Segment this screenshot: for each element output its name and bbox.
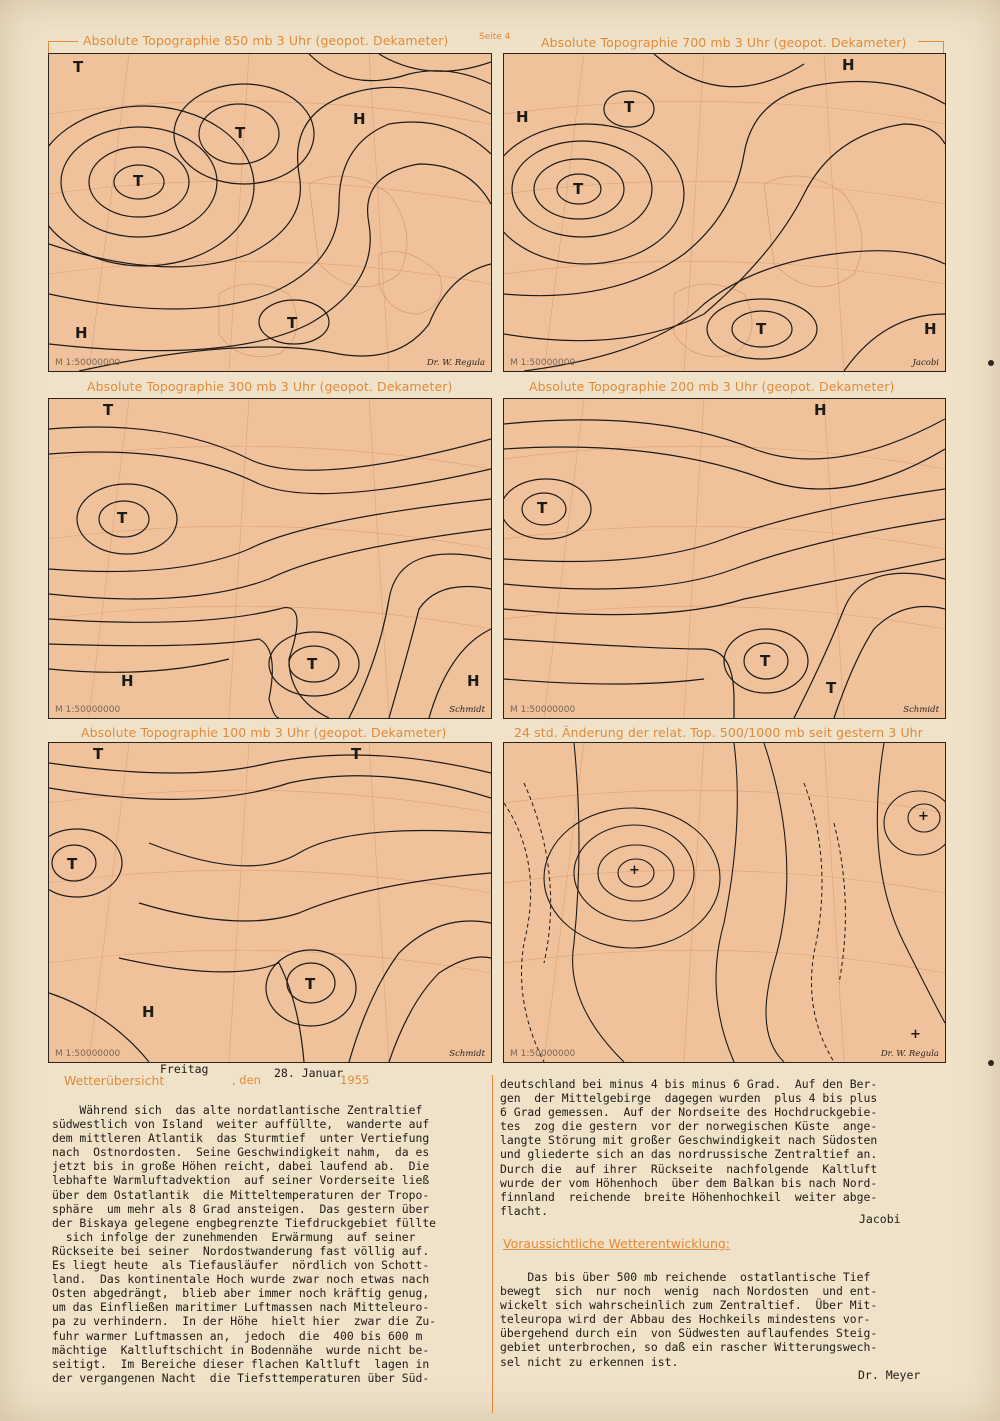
map-200mb [503, 398, 946, 719]
pressure-high-label: H [516, 108, 529, 126]
text-line: sel nicht zu erkennen ist. [500, 1354, 679, 1369]
pressure-low-label: T [103, 401, 114, 419]
contour-lines-300 [49, 399, 491, 718]
overview-den: , den [232, 1073, 261, 1087]
text-line: Das bis über 500 mb reichende ostatlantische Tief [500, 1270, 871, 1284]
pressure-low-label: T [73, 58, 84, 76]
map-title-change: 24 std. Änderung der relat. Top. 500/1000 mb seit gestern 3 Uhr [511, 725, 926, 740]
map-credit: Jacobi [912, 358, 939, 368]
pressure-high-label: H [353, 110, 366, 128]
pressure-low-label: T [760, 652, 771, 670]
text-line: jetzt bis in große Höhen reicht, dabei laufend ab. Die [52, 1159, 430, 1174]
contour-lines-200 [504, 399, 945, 718]
map-24h-change [503, 742, 946, 1063]
text-line: deutschland bei minus 4 bis minus 6 Grad. Auf den Ber- [500, 1077, 878, 1091]
pressure-low-label: T [756, 320, 767, 338]
text-line: übergehend durch ein von Südwesten auflaufendes Steig- [500, 1326, 878, 1341]
text-line: lebhafte Warmluftadvektion auf seiner Vorderseite ließ [52, 1173, 430, 1188]
overview-label: Wetterübersicht [64, 1073, 165, 1088]
pressure-low-label: T [537, 499, 548, 517]
contour-lines-700 [504, 54, 945, 371]
text-line: Während sich das alte nordatlantische Zentraltief [52, 1103, 423, 1117]
map-850mb [48, 53, 492, 372]
pressure-low-label: T [573, 180, 584, 198]
map-credit: Schmidt [449, 705, 485, 715]
map-scale: M 1:50000000 [55, 358, 121, 368]
text-line: südwestlich von Island weiter auffüllte, wanderte auf [52, 1117, 430, 1132]
text-line: dem mittleren Atlantik das Sturmtief unter Vertiefung [52, 1131, 430, 1146]
map-credit: Schmidt [449, 1049, 485, 1059]
pressure-low-label: T [351, 745, 362, 763]
map-scale: M 1:50000000 [510, 1049, 576, 1059]
text-line: fuhr warmer Luftmassen an, jedoch die 400 bis 600 m [52, 1328, 423, 1343]
contour-lines-100 [49, 743, 491, 1062]
text-line: Es liegt heute als Tiefausläufer nördlich von Schott- [52, 1258, 430, 1273]
text-line: flacht. [500, 1203, 549, 1218]
pressure-low-label: T [235, 124, 246, 142]
contour-lines-850 [49, 54, 491, 371]
pressure-high-label: H [467, 672, 480, 690]
plus-sign: + [918, 809, 929, 824]
pressure-low-label: T [133, 172, 144, 190]
text-line: der Biskaya gelegene engbegrenzte Tiefdruckgebiet füllte [52, 1215, 437, 1230]
binding-hole [988, 1060, 994, 1066]
overview-weekday: Freitag [160, 1062, 209, 1076]
pressure-high-label: H [842, 56, 855, 74]
plus-sign: + [629, 863, 640, 878]
map-title-850: Absolute Topographie 850 mb 3 Uhr (geopot. Dekameter) [80, 33, 451, 48]
text-line: pa zu verhindern. In der Höhe hielt hier zwar die Zu- [52, 1314, 437, 1329]
text-line: wickelt sich wahrscheinlich zum Zentraltief. Über Mit- [500, 1298, 878, 1313]
text-line: nach Ostnordosten. Seine Geschwindigkeit nahm, da es [52, 1145, 430, 1160]
column-divider [492, 1075, 493, 1413]
pressure-low-label: T [117, 509, 128, 527]
text-line: 6 Grad gemessen. Auf der Nordseite des Hochdruckgebie- [500, 1105, 878, 1120]
text-line: gen der Mittelgebirge dagegen wurden plus 4 bis plus [500, 1091, 878, 1106]
map-title-100: Absolute Topographie 100 mb 3 Uhr (geopot. Dekameter) [78, 725, 449, 740]
map-title-300: Absolute Topographie 300 mb 3 Uhr (geopot. Dekameter) [84, 379, 455, 394]
map-credit: Dr. W. Regula [880, 1049, 939, 1059]
pressure-low-label: T [287, 314, 298, 332]
pressure-low-label: T [624, 98, 635, 116]
page-number: Seite 4 [479, 32, 511, 42]
pressure-low-label: T [305, 975, 316, 993]
text-line: Rückseite bei seiner Nordostwanderung fast völlig auf. [52, 1243, 430, 1258]
text-line: und gliederte sich an das nordrussische Zentraltief an. [500, 1147, 878, 1162]
text-line: teleuropa wird der Abbau des Hochkeils mindestens vor- [500, 1312, 871, 1327]
text-line: Osten abgedrängt, blieb aber immer noch kräftig genug, [52, 1286, 430, 1301]
text-line: seitigt. Im Bereiche dieser flachen Kaltluft lagen in [52, 1356, 430, 1371]
text-line: mächtige Kaltluftschicht in Bodennähe wurde nicht be- [52, 1342, 430, 1357]
pressure-low-label: T [826, 679, 837, 697]
binding-hole [988, 360, 994, 366]
pressure-high-label: H [121, 672, 134, 690]
map-credit: Dr. W. Regula [426, 358, 485, 368]
header-rule-left [48, 41, 78, 42]
overview-year: 1955 [340, 1073, 370, 1087]
header-rule-right [918, 41, 944, 42]
text-line: um das Einfließen maritimer Luftmassen nach Mitteleuro- [52, 1300, 430, 1315]
map-100mb [48, 742, 492, 1063]
map-title-200: Absolute Topographie 200 mb 3 Uhr (geopot. Dekameter) [526, 379, 897, 394]
overview-text-left [52, 1103, 436, 1385]
text-line: land. Das kontinentale Hoch wurde zwar noch etwas nach [52, 1272, 430, 1287]
text-line: Durch die auf ihrer Rückseite nachfolgende Kaltluft [500, 1161, 878, 1176]
map-scale: M 1:50000000 [55, 705, 121, 715]
contour-lines-change [504, 743, 945, 1062]
overview-text-right [500, 1077, 877, 1218]
text-line: wurde der vom Höhenhoch über dem Balkan bis nach Nord- [500, 1175, 878, 1190]
author-signature-meyer: Dr. Meyer [858, 1368, 921, 1382]
map-scale: M 1:50000000 [510, 705, 576, 715]
text-line: über dem Ostatlantik die Mitteltemperaturen der Tropo- [52, 1187, 430, 1202]
pressure-low-label: T [93, 745, 104, 763]
map-title-700: Absolute Topographie 700 mb 3 Uhr (geopot. Dekameter) [538, 35, 909, 50]
pressure-high-label: H [75, 324, 88, 342]
map-scale: M 1:50000000 [510, 358, 576, 368]
text-line: gebiet unterbrochen, so daß ein rascher Witterungswech- [500, 1340, 878, 1355]
pressure-low-label: T [307, 655, 318, 673]
map-300mb [48, 398, 492, 719]
overview-date: 28. Januar [274, 1066, 344, 1080]
text-line: langte Störung mit großer Geschwindigkeit nach Südosten [500, 1133, 878, 1148]
text-line: bewegt sich nur noch wenig nach Nordosten und ent- [500, 1284, 878, 1299]
pressure-high-label: H [142, 1003, 155, 1021]
text-line: finnland reichende breite Höhenhochkeil weiter abge- [500, 1189, 878, 1204]
pressure-high-label: H [924, 320, 937, 338]
map-scale: M 1:50000000 [55, 1049, 121, 1059]
text-line: sich infolge der zunehmenden Erwärmung auf seiner [52, 1229, 416, 1244]
text-line: sphäre um mehr als 8 Grad ansteigen. Das gestern über [52, 1201, 430, 1216]
pressure-low-label: T [67, 855, 78, 873]
map-credit: Schmidt [903, 705, 939, 715]
text-line: der vergangenen Nacht die Tiefsttemperaturen über Süd- [52, 1370, 430, 1385]
author-signature-jacobi: Jacobi [859, 1212, 901, 1226]
forecast-heading: Voraussichtliche Wetterentwicklung: [503, 1236, 731, 1251]
text-line: tes zog die gestern vor der norwegischen Küste ange- [500, 1119, 878, 1134]
plus-sign: + [910, 1027, 921, 1042]
forecast-text [500, 1270, 877, 1369]
pressure-high-label: H [814, 401, 827, 419]
map-700mb [503, 53, 946, 372]
